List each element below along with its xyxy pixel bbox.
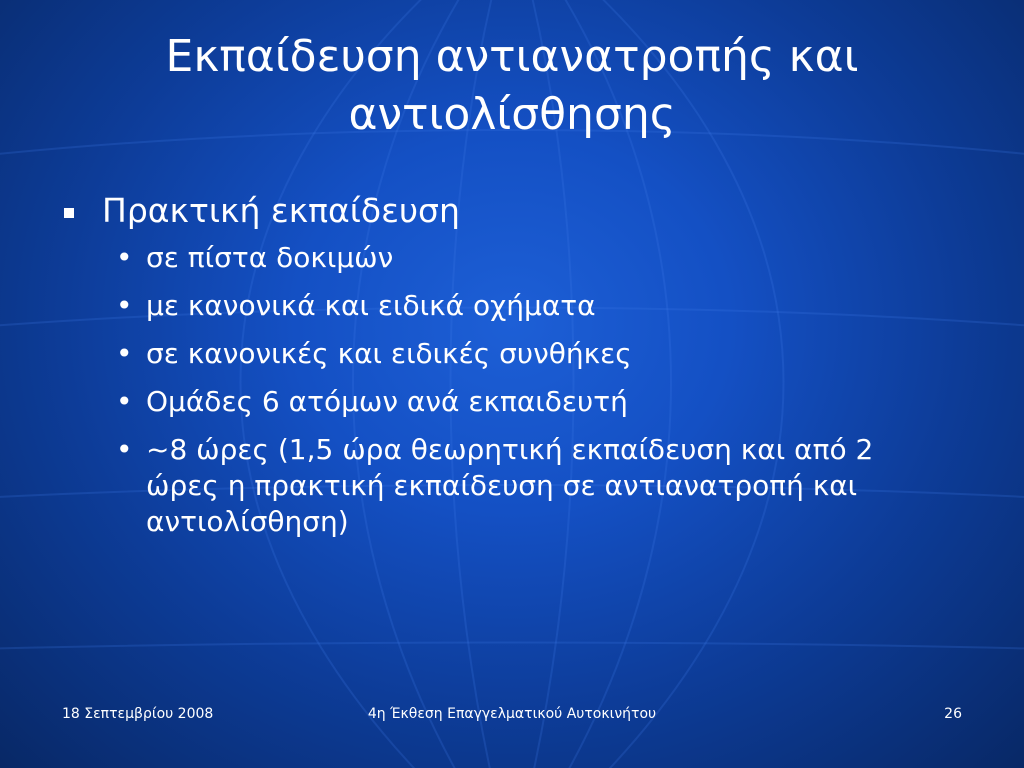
sub-bullet-item bbox=[56, 336, 936, 372]
sub-bullet-item bbox=[56, 432, 936, 540]
sub-bullet-text: Ομάδες 6 ατόμων ανά εκπαιδευτή bbox=[146, 385, 628, 418]
slide-body bbox=[56, 188, 936, 552]
footer-date: 18 Σεπτεμβρίου 2008 bbox=[62, 706, 214, 722]
bullet-dot-icon: • bbox=[116, 337, 133, 370]
slide-title: Εκπαίδευση αντιανατροπής και αντιολίσθησης bbox=[165, 31, 859, 140]
sub-bullet-text: σε κανονικές και ειδικές συνθήκες bbox=[146, 337, 632, 370]
bullet-dot-icon: • bbox=[116, 289, 133, 322]
sub-bullet-text: ~8 ώρες (1,5 ώρα θεωρητική εκπαίδευση και από 2 ώρες η πρακτική εκπαίδευση σε αντιανατροπή και αντιολίσθηση) bbox=[146, 433, 874, 538]
footer-event-title: 4η Έκθεση Επαγγελματικού Αυτοκινήτου bbox=[367, 706, 657, 722]
main-bullet-text: Πρακτική εκπαίδευση bbox=[102, 191, 460, 230]
sub-bullet-item bbox=[56, 288, 936, 324]
sub-bullet-text: με κανονικά και ειδικά οχήματα bbox=[146, 289, 596, 322]
sub-bullet-text: σε πίστα δοκιμών bbox=[146, 241, 394, 274]
bullet-dot-icon: • bbox=[116, 385, 133, 418]
bullet-dot-icon: • bbox=[116, 433, 133, 466]
bullet-dot-icon: • bbox=[116, 241, 133, 274]
slide-number: 26 bbox=[944, 706, 962, 722]
square-bullet-icon bbox=[64, 208, 74, 218]
main-bullet-item bbox=[56, 188, 936, 234]
sub-bullet-item bbox=[56, 240, 936, 276]
sub-bullet-item bbox=[56, 384, 936, 420]
